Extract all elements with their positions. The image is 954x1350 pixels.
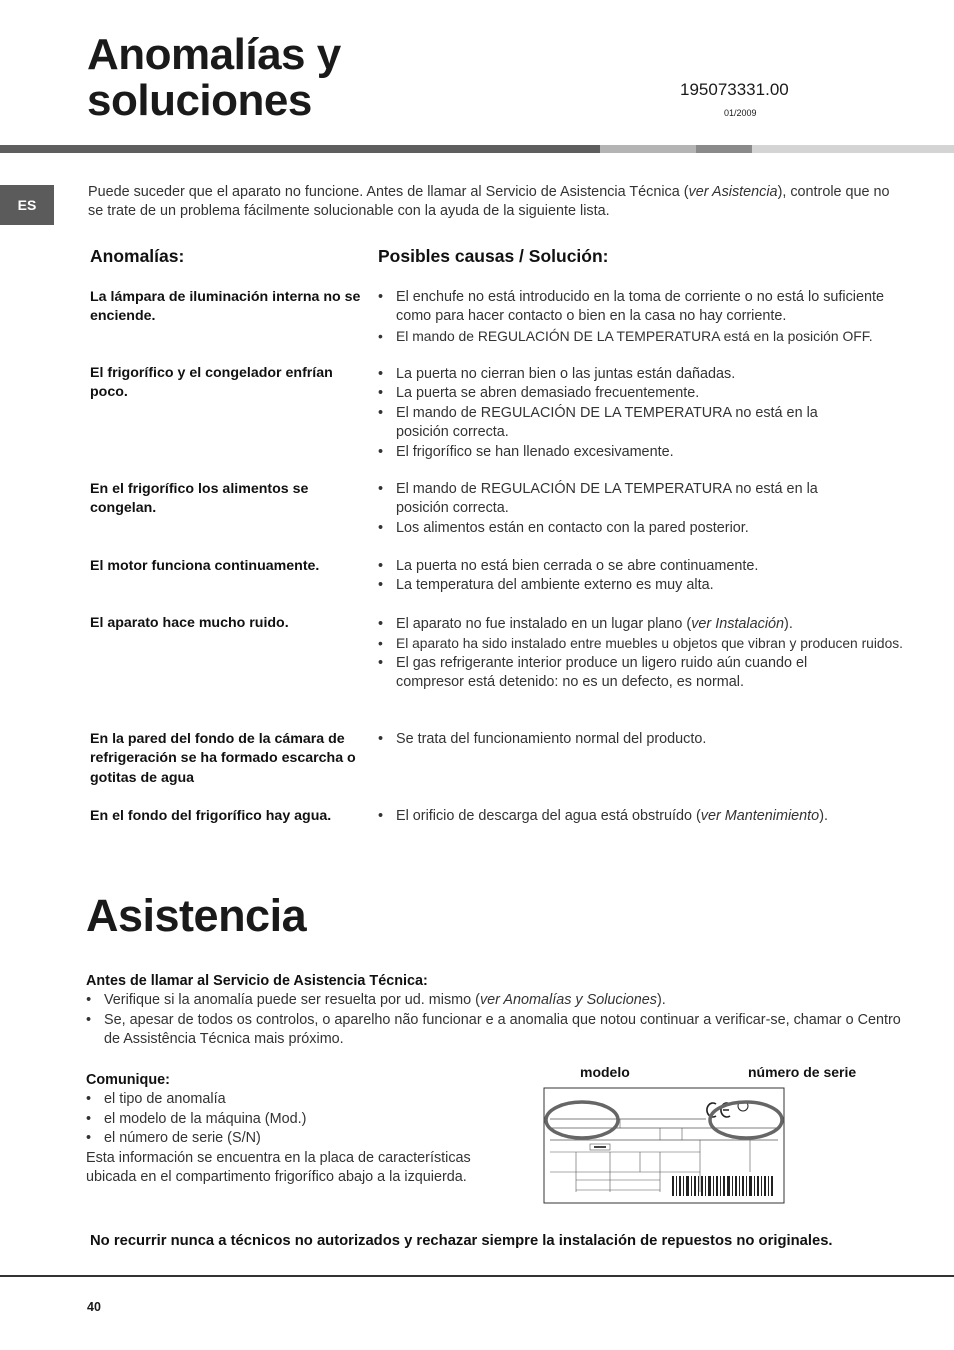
intro-text — [88, 183, 908, 222]
solution-text: La puerta no está bien cerrada o se abre continuamente. — [396, 558, 759, 574]
solution-text: El gas refrigerante interior produce un ligero ruido aún cuando el compresor está detenido: no es un defecto, es normal. — [396, 654, 808, 691]
problem-noise: El aparato hace mucho ruido. — [90, 615, 289, 631]
solution-text: El mando de REGULACIÓN DE LA TEMPERATURA no está en la posición correcta. — [396, 481, 818, 517]
list-item: • Se, apesar de todos os controlos, o aparelho não funcionar e a anomalia que notou continuar a verificar-se, chamar o Centro de Assistência Técnica mais próximo. — [86, 1011, 901, 1048]
problem-lamp: La lámpara de iluminación interna no se enciende. — [90, 289, 361, 325]
list-item: • Verifique si la anomalía puede ser resuelta por ud. mismo (ver Anomalías y Soluciones). — [86, 992, 666, 1009]
list-item: • El enchufe no está introducido en la toma de corriente o no está lo suficiente como para hacer contacto o bien en la casa no hay corriente. — [378, 289, 884, 325]
warning-text: No recurrir nunca a técnicos no autorizados y rechazar siempre la instalación de repuestos no originales. — [90, 1233, 833, 1249]
list-item: • el modelo de la máquina (Mod.) — [86, 1110, 307, 1127]
install-link: ver Instalación — [691, 616, 785, 632]
problem-motor: El motor funciona continuamente. — [90, 558, 320, 574]
solution-text: ). — [784, 616, 793, 632]
comunique-section — [86, 1071, 506, 1187]
list-item: • El mando de REGULACIÓN DE LA TEMPERATURA no está en la posición correcta. — [378, 481, 818, 517]
solution-text: El enchufe no está introducido en la toma de corriente o no está lo suficiente como para hacer contacto o bien en la casa no hay corriente. — [396, 289, 884, 325]
solution-text: El aparato no fue instalado en un lugar plano ( — [396, 616, 692, 632]
page-title-line-2: soluciones — [87, 76, 312, 125]
solution-text: El orificio de descarga del agua está obstruído ( — [396, 808, 701, 824]
before-calling-list — [86, 991, 906, 1049]
list-item: • La temperatura del ambiente externo es muy alta. — [378, 577, 714, 594]
list-item: • el tipo de anomalía — [86, 1091, 226, 1108]
rating-plate-illustration — [540, 1082, 790, 1208]
list-item: • El orificio de descarga del agua está obstruído (ver Mantenimiento). — [378, 808, 828, 824]
problem-cooling: El frigorífico y el congelador enfrían poco. — [90, 365, 333, 401]
document-code: 195073331.00 — [680, 80, 789, 99]
intro-text-part: ), controle que no se trate de un problema fácilmente solucionable con la ayuda de la siguiente lista. — [88, 184, 890, 220]
list-item: • El gas refrigerante interior produce un ligero ruido aún cuando el compresor está detenido: no es un defecto, es normal. — [378, 654, 808, 691]
solutions-water — [378, 807, 918, 826]
model-label: modelo — [580, 1064, 630, 1080]
footer-divider — [0, 1275, 954, 1277]
solution-text: ). — [819, 808, 828, 824]
page-title-line-1: Anomalías y — [87, 30, 341, 79]
problem-water: En el fondo del frigorífico hay agua. — [90, 808, 332, 824]
list-item: • La puerta se abren demasiado frecuentemente. — [378, 385, 700, 402]
solutions-cooling — [378, 365, 918, 462]
before-calling-heading: Antes de llamar al Servicio de Asistencia Técnica: — [86, 973, 428, 989]
solutions-freezing — [378, 480, 918, 538]
header-bar-lightest — [752, 145, 954, 153]
page-number: 40 — [87, 1300, 101, 1314]
problem-freezing: En el frigorífico los alimentos se congelan. — [90, 481, 309, 517]
problem-frost: En la pared del fondo de la cámara de refrigeración se ha formado escarcha o gotitas de agua — [90, 731, 356, 786]
language-tab: ES — [0, 185, 54, 225]
solutions-noise — [378, 615, 918, 693]
list-item: • El mando de REGULACIÓN DE LA TEMPERATURA está en la posición OFF. — [378, 327, 873, 344]
list-item: • El aparato ha sido instalado entre muebles u objetos que vibran y producen ruidos. — [378, 636, 903, 652]
anomalies-link: ver Anomalías y Soluciones — [479, 992, 657, 1009]
asistencia-title: Asistencia — [86, 890, 307, 941]
list-item: • Los alimentos están en contacto con la pared posterior. — [378, 519, 749, 536]
solution-text: Los alimentos están en contacto con la pared posterior. — [396, 519, 749, 536]
solution-text: El frigorífico se han llenado excesivamente. — [396, 443, 674, 460]
solutions-header: Posibles causas / Solución: — [378, 246, 609, 266]
solution-text: Se trata del funcionamiento normal del producto. — [396, 731, 707, 747]
solutions-frost — [378, 730, 918, 749]
list-text: el tipo de anomalía — [104, 1091, 226, 1108]
list-item: • Se trata del funcionamiento normal del producto. — [378, 731, 707, 747]
plate-info-text: Esta información se encuentra en la placa de características ubicada en el compartimento frigorífico abajo a la izquierda. — [86, 1149, 471, 1186]
solution-text: La puerta no cierran bien o las juntas están dañadas. — [396, 366, 736, 382]
comunique-heading: Comunique: — [86, 1072, 170, 1088]
intro-text-part: Puede suceder que el aparato no funcione. Antes de llamar al Servicio de Asistencia Técnica ( — [88, 184, 689, 200]
header-bar-dark — [0, 145, 600, 153]
comunique-list — [86, 1090, 506, 1148]
list-item: • el número de serie (S/N) — [86, 1130, 261, 1147]
intro-link: ver Asistencia — [688, 184, 778, 200]
maintenance-link: ver Mantenimiento — [700, 808, 820, 824]
solution-text: La puerta se abren demasiado frecuentemente. — [396, 385, 700, 402]
solutions-lamp — [378, 288, 918, 346]
solution-text: El mando de REGULACIÓN DE LA TEMPERATURA está en la posición OFF. — [396, 327, 873, 344]
list-text: el modelo de la máquina (Mod.) — [104, 1110, 307, 1127]
list-item: • El mando de REGULACIÓN DE LA TEMPERATURA no está en la posición correcta. — [378, 404, 818, 441]
solutions-motor — [378, 557, 918, 596]
solution-text: La temperatura del ambiente externo es muy alta. — [396, 577, 714, 594]
solution-text: El aparato ha sido instalado entre muebles u objetos que vibran y producen ruidos. — [396, 636, 903, 652]
document-date: 01/2009 — [724, 108, 757, 118]
before-calling-section — [86, 972, 906, 1050]
serial-label: número de serie — [748, 1064, 857, 1080]
list-text: ). — [657, 992, 666, 1009]
list-text: Verifique si la anomalía puede ser resuelta por ud. mismo ( — [104, 992, 480, 1009]
header-bar-light — [600, 145, 696, 153]
list-item: • El aparato no fue instalado en un lugar plano (ver Instalación). — [378, 616, 793, 632]
list-item: • La puerta no está bien cerrada o se abre continuamente. — [378, 558, 759, 574]
list-text: Se, apesar de todos os controlos, o aparelho não funcionar e a anomalia que notou continuar a verificar-se, chamar o Centro de Assistência Técnica mais próximo. — [104, 1011, 901, 1048]
list-text: el número de serie (S/N) — [104, 1130, 261, 1147]
solution-text: El mando de REGULACIÓN DE LA TEMPERATURA no está en la posición correcta. — [396, 404, 818, 441]
anomalies-header: Anomalías: — [90, 246, 185, 266]
header-bar-mid — [696, 145, 752, 153]
list-item: • La puerta no cierran bien o las juntas están dañadas. — [378, 366, 736, 382]
page-title — [87, 32, 341, 124]
list-item: • El frigorífico se han llenado excesivamente. — [378, 443, 674, 460]
